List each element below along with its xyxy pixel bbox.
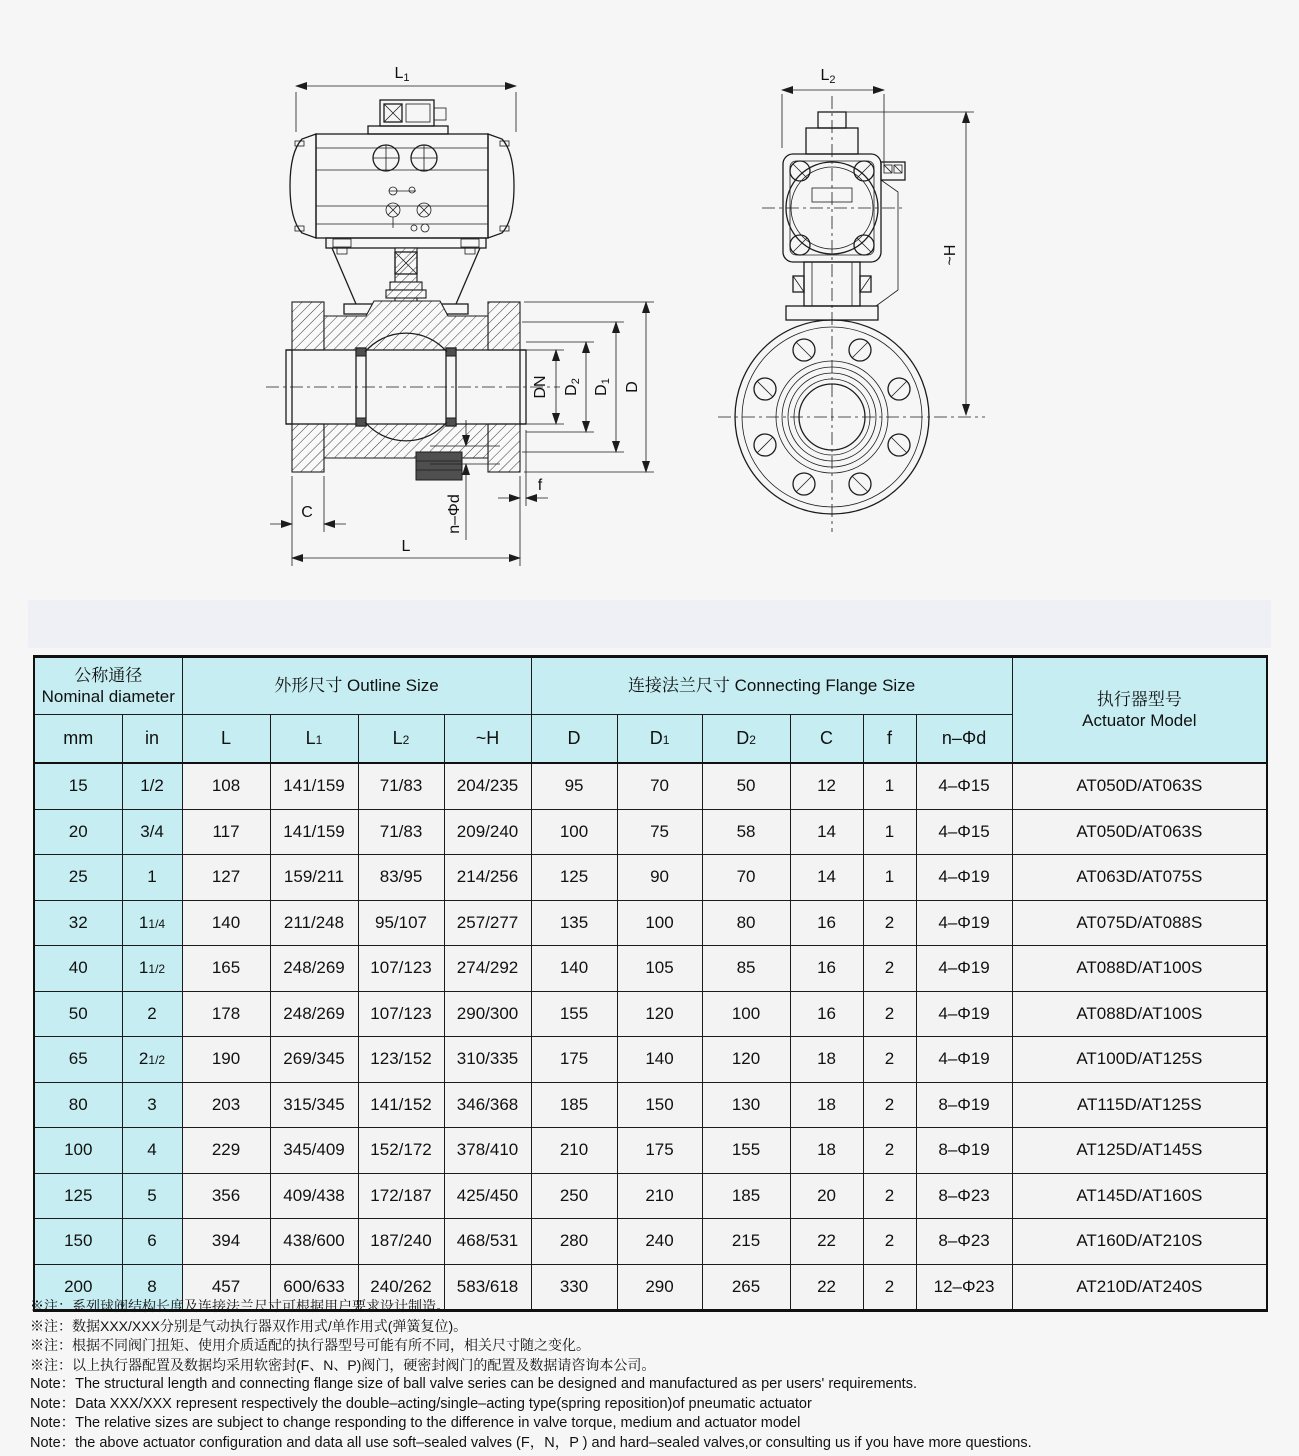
cell-in: 1/2 <box>122 763 182 809</box>
note-en: Note：The relative sizes are subject to change responding to the difference in valve torque, medium and actuator model <box>30 1415 801 1431</box>
cell-D: 155 <box>531 991 617 1037</box>
dim-label-f: f <box>537 477 543 494</box>
col-header-D1: D1 <box>617 715 702 764</box>
cell-D2: 85 <box>702 946 790 992</box>
cell-D2: 100 <box>702 991 790 1037</box>
dimension-table <box>33 655 1268 1312</box>
cell-nPhid: 8–Φ23 <box>916 1173 1012 1219</box>
cell-L: 190 <box>182 1037 270 1083</box>
col-header-L1: L1 <box>270 715 358 764</box>
cell-H: 290/300 <box>444 991 531 1037</box>
dim-label-d1: D1 <box>593 378 612 396</box>
cell-C: 22 <box>790 1219 863 1265</box>
cell-L: 165 <box>182 946 270 992</box>
cell-C: 14 <box>790 855 863 901</box>
cell-L2: 95/107 <box>358 900 444 946</box>
col-header-L2: L2 <box>358 715 444 764</box>
cell-L1: 345/409 <box>270 1128 358 1174</box>
side-view <box>718 67 985 532</box>
cell-C: 22 <box>790 1264 863 1311</box>
cell-in: 4 <box>122 1128 182 1174</box>
dim-label-l2: L2 <box>820 67 836 86</box>
cell-mm: 32 <box>34 900 122 946</box>
cell-D: 280 <box>531 1219 617 1265</box>
cell-in: 6 <box>122 1219 182 1265</box>
cell-L2: 152/172 <box>358 1128 444 1174</box>
cell-C: 18 <box>790 1128 863 1174</box>
cell-D: 185 <box>531 1082 617 1128</box>
cell-f: 2 <box>863 1082 916 1128</box>
note-zh: ※注：系列球阀结构长度及连接法兰尺寸可根据用户要求设计制造。 <box>30 1298 450 1314</box>
group-header-nominal-diameter: 公称通径 Nominal diameter <box>34 657 182 715</box>
col-header-in: in <box>122 715 182 764</box>
cell-in: 3 <box>122 1082 182 1128</box>
cell-nPhid: 8–Φ19 <box>916 1082 1012 1128</box>
cell-D1: 100 <box>617 900 702 946</box>
cell-D2: 70 <box>702 855 790 901</box>
cell-D2: 120 <box>702 1037 790 1083</box>
cell-L1: 269/345 <box>270 1037 358 1083</box>
cell-D: 140 <box>531 946 617 992</box>
col-header-C: C <box>790 715 863 764</box>
cell-mm: 20 <box>34 809 122 855</box>
cell-H: 468/531 <box>444 1219 531 1265</box>
cell-D: 330 <box>531 1264 617 1311</box>
cell-D: 125 <box>531 855 617 901</box>
cell-actuator-model: AT075D/AT088S <box>1012 900 1267 946</box>
cell-C: 16 <box>790 946 863 992</box>
cell-D2: 50 <box>702 763 790 809</box>
cell-L: 457 <box>182 1264 270 1311</box>
table-row <box>34 946 1267 992</box>
cell-actuator-model: AT115D/AT125S <box>1012 1082 1267 1128</box>
note-zh: ※注：根据不同阀门扭矩、使用介质适配的执行器型号可能有所不同，相关尺寸随之变化。 <box>30 1337 590 1353</box>
cell-D: 135 <box>531 900 617 946</box>
group-header-outline-size: 外形尺寸 Outline Size <box>182 657 531 715</box>
cell-actuator-model: AT125D/AT145S <box>1012 1128 1267 1174</box>
cell-L: 394 <box>182 1219 270 1265</box>
front-view <box>266 65 654 566</box>
cell-L: 178 <box>182 991 270 1037</box>
cell-nPhid: 4–Φ19 <box>916 900 1012 946</box>
cell-D2: 185 <box>702 1173 790 1219</box>
cell-L1: 248/269 <box>270 946 358 992</box>
cell-H: 378/410 <box>444 1128 531 1174</box>
cell-mm: 200 <box>34 1264 122 1311</box>
cell-actuator-model: AT145D/AT160S <box>1012 1173 1267 1219</box>
cell-in: 8 <box>122 1264 182 1311</box>
dim-label-l: L <box>401 538 411 555</box>
cell-in: 2 <box>122 991 182 1037</box>
col-header-D: D <box>531 715 617 764</box>
cell-L: 356 <box>182 1173 270 1219</box>
cell-D1: 240 <box>617 1219 702 1265</box>
cell-mm: 125 <box>34 1173 122 1219</box>
cell-f: 2 <box>863 1037 916 1083</box>
cell-nPhid: 4–Φ19 <box>916 946 1012 992</box>
cell-D1: 210 <box>617 1173 702 1219</box>
cell-L2: 107/123 <box>358 991 444 1037</box>
cell-C: 18 <box>790 1082 863 1128</box>
cell-actuator-model: AT088D/AT100S <box>1012 946 1267 992</box>
cell-C: 12 <box>790 763 863 809</box>
note-en: Note：the above actuator configuration and data all use soft–sealed valves (F，N，P ) and hard–sealed valves,or consulting us if you have more questions. <box>30 1434 1032 1451</box>
cell-D2: 80 <box>702 900 790 946</box>
table-row <box>34 809 1267 855</box>
cell-L1: 141/159 <box>270 809 358 855</box>
cell-L1: 315/345 <box>270 1082 358 1128</box>
cell-L1: 600/633 <box>270 1264 358 1311</box>
table-row <box>34 991 1267 1037</box>
table-row <box>34 855 1267 901</box>
cell-actuator-model: AT050D/AT063S <box>1012 809 1267 855</box>
table-row <box>34 1173 1267 1219</box>
cell-f: 1 <box>863 809 916 855</box>
cell-nPhid: 4–Φ19 <box>916 855 1012 901</box>
cell-C: 14 <box>790 809 863 855</box>
cell-D: 100 <box>531 809 617 855</box>
cell-D1: 75 <box>617 809 702 855</box>
dim-label-d2: D2 <box>563 378 582 396</box>
cell-H: 209/240 <box>444 809 531 855</box>
cell-L: 140 <box>182 900 270 946</box>
cell-D1: 105 <box>617 946 702 992</box>
cell-H: 257/277 <box>444 900 531 946</box>
col-header-f: f <box>863 715 916 764</box>
cell-L2: 123/152 <box>358 1037 444 1083</box>
cell-H: 214/256 <box>444 855 531 901</box>
cell-L1: 159/211 <box>270 855 358 901</box>
cell-L: 229 <box>182 1128 270 1174</box>
cell-L1: 141/159 <box>270 763 358 809</box>
cell-C: 16 <box>790 991 863 1037</box>
cell-mm: 15 <box>34 763 122 809</box>
cell-D: 210 <box>531 1128 617 1174</box>
cell-mm: 150 <box>34 1219 122 1265</box>
dim-label-n-phid: n–Φd <box>446 494 463 534</box>
cell-in: 11/4 <box>122 900 182 946</box>
cell-f: 2 <box>863 1219 916 1265</box>
dim-label-dn: DN <box>532 375 549 399</box>
cell-nPhid: 8–Φ23 <box>916 1219 1012 1265</box>
col-header-H: ~H <box>444 715 531 764</box>
cell-D1: 290 <box>617 1264 702 1311</box>
cell-C: 20 <box>790 1173 863 1219</box>
cell-nPhid: 4–Φ15 <box>916 809 1012 855</box>
valve-technical-drawing <box>0 0 1299 600</box>
cell-L1: 438/600 <box>270 1219 358 1265</box>
cell-in: 3/4 <box>122 809 182 855</box>
cell-f: 2 <box>863 1173 916 1219</box>
col-header-nPhid: n–Φd <box>916 715 1012 764</box>
cell-D2: 58 <box>702 809 790 855</box>
dim-label-l1: L1 <box>394 65 410 84</box>
cell-H: 346/368 <box>444 1082 531 1128</box>
cell-actuator-model: AT160D/AT210S <box>1012 1219 1267 1265</box>
cell-L2: 172/187 <box>358 1173 444 1219</box>
cell-H: 583/618 <box>444 1264 531 1311</box>
cell-D1: 140 <box>617 1037 702 1083</box>
cell-mm: 65 <box>34 1037 122 1083</box>
dim-label-d: D <box>624 381 641 393</box>
cell-mm: 25 <box>34 855 122 901</box>
cell-actuator-model: AT050D/AT063S <box>1012 763 1267 809</box>
cell-L2: 240/262 <box>358 1264 444 1311</box>
cell-D1: 70 <box>617 763 702 809</box>
cell-f: 1 <box>863 855 916 901</box>
cell-D2: 155 <box>702 1128 790 1174</box>
cell-in: 11/2 <box>122 946 182 992</box>
cell-D2: 130 <box>702 1082 790 1128</box>
cell-D1: 120 <box>617 991 702 1037</box>
cell-H: 425/450 <box>444 1173 531 1219</box>
cell-L2: 187/240 <box>358 1219 444 1265</box>
cell-actuator-model: AT210D/AT240S <box>1012 1264 1267 1311</box>
group-header-actuator-model: 执行器型号 Actuator Model <box>1012 657 1267 764</box>
table-row <box>34 763 1267 809</box>
cell-L1: 211/248 <box>270 900 358 946</box>
cell-D: 95 <box>531 763 617 809</box>
cell-L: 108 <box>182 763 270 809</box>
cell-nPhid: 12–Φ23 <box>916 1264 1012 1311</box>
cell-f: 2 <box>863 1264 916 1311</box>
cell-L2: 141/152 <box>358 1082 444 1128</box>
cell-in: 1 <box>122 855 182 901</box>
table-row <box>34 1219 1267 1265</box>
note-zh: ※注：数据XXX/XXX分别是气动执行器双作用式/单作用式(弹簧复位)。 <box>30 1317 468 1334</box>
cell-f: 2 <box>863 900 916 946</box>
cell-L1: 409/438 <box>270 1173 358 1219</box>
cell-D2: 265 <box>702 1264 790 1311</box>
cell-mm: 80 <box>34 1082 122 1128</box>
table-row <box>34 1082 1267 1128</box>
note-en: Note：The structural length and connecting flange size of ball valve series can be designed and manufactured as per users' requirements. <box>30 1376 917 1392</box>
cell-C: 18 <box>790 1037 863 1083</box>
table-row <box>34 1037 1267 1083</box>
cell-D1: 90 <box>617 855 702 901</box>
cell-actuator-model: AT100D/AT125S <box>1012 1037 1267 1083</box>
cell-actuator-model: AT088D/AT100S <box>1012 991 1267 1037</box>
cell-D: 250 <box>531 1173 617 1219</box>
cell-D: 175 <box>531 1037 617 1083</box>
cell-mm: 100 <box>34 1128 122 1174</box>
cell-D1: 150 <box>617 1082 702 1128</box>
cell-L2: 71/83 <box>358 809 444 855</box>
cell-H: 310/335 <box>444 1037 531 1083</box>
cell-L: 203 <box>182 1082 270 1128</box>
cell-f: 2 <box>863 946 916 992</box>
cell-mm: 50 <box>34 991 122 1037</box>
notes-block <box>30 1297 1290 1453</box>
cell-L2: 107/123 <box>358 946 444 992</box>
col-header-L: L <box>182 715 270 764</box>
cell-nPhid: 4–Φ15 <box>916 763 1012 809</box>
cell-H: 204/235 <box>444 763 531 809</box>
faded-watermark-band <box>28 600 1271 648</box>
cell-L2: 83/95 <box>358 855 444 901</box>
cell-D1: 175 <box>617 1128 702 1174</box>
cell-H: 274/292 <box>444 946 531 992</box>
cell-L: 127 <box>182 855 270 901</box>
col-header-mm: mm <box>34 715 122 764</box>
table-row <box>34 900 1267 946</box>
group-header-connecting-flange-size: 连接法兰尺寸 Connecting Flange Size <box>531 657 1012 715</box>
cell-f: 2 <box>863 991 916 1037</box>
cell-nPhid: 4–Φ19 <box>916 991 1012 1037</box>
cell-nPhid: 8–Φ19 <box>916 1128 1012 1174</box>
note-en: Note：Data XXX/XXX represent respectively the double–acting/single–acting type(spring reposition)of pneumatic actuator <box>30 1395 812 1412</box>
cell-L2: 71/83 <box>358 763 444 809</box>
table-row <box>34 1128 1267 1174</box>
cell-f: 2 <box>863 1128 916 1174</box>
col-header-D2: D2 <box>702 715 790 764</box>
cell-in: 5 <box>122 1173 182 1219</box>
cell-C: 16 <box>790 900 863 946</box>
cell-f: 1 <box>863 763 916 809</box>
cell-actuator-model: AT063D/AT075S <box>1012 855 1267 901</box>
dim-label-h: ~H <box>942 244 959 266</box>
cell-in: 21/2 <box>122 1037 182 1083</box>
cell-mm: 40 <box>34 946 122 992</box>
cell-nPhid: 4–Φ19 <box>916 1037 1012 1083</box>
dim-label-c: C <box>301 504 313 521</box>
cell-L1: 248/269 <box>270 991 358 1037</box>
cell-D2: 215 <box>702 1219 790 1265</box>
cell-L: 117 <box>182 809 270 855</box>
note-zh: ※注：以上执行器配置及数据均采用软密封(F、N、P)阀门，硬密封阀门的配置及数据请咨询本公司。 <box>30 1356 656 1373</box>
